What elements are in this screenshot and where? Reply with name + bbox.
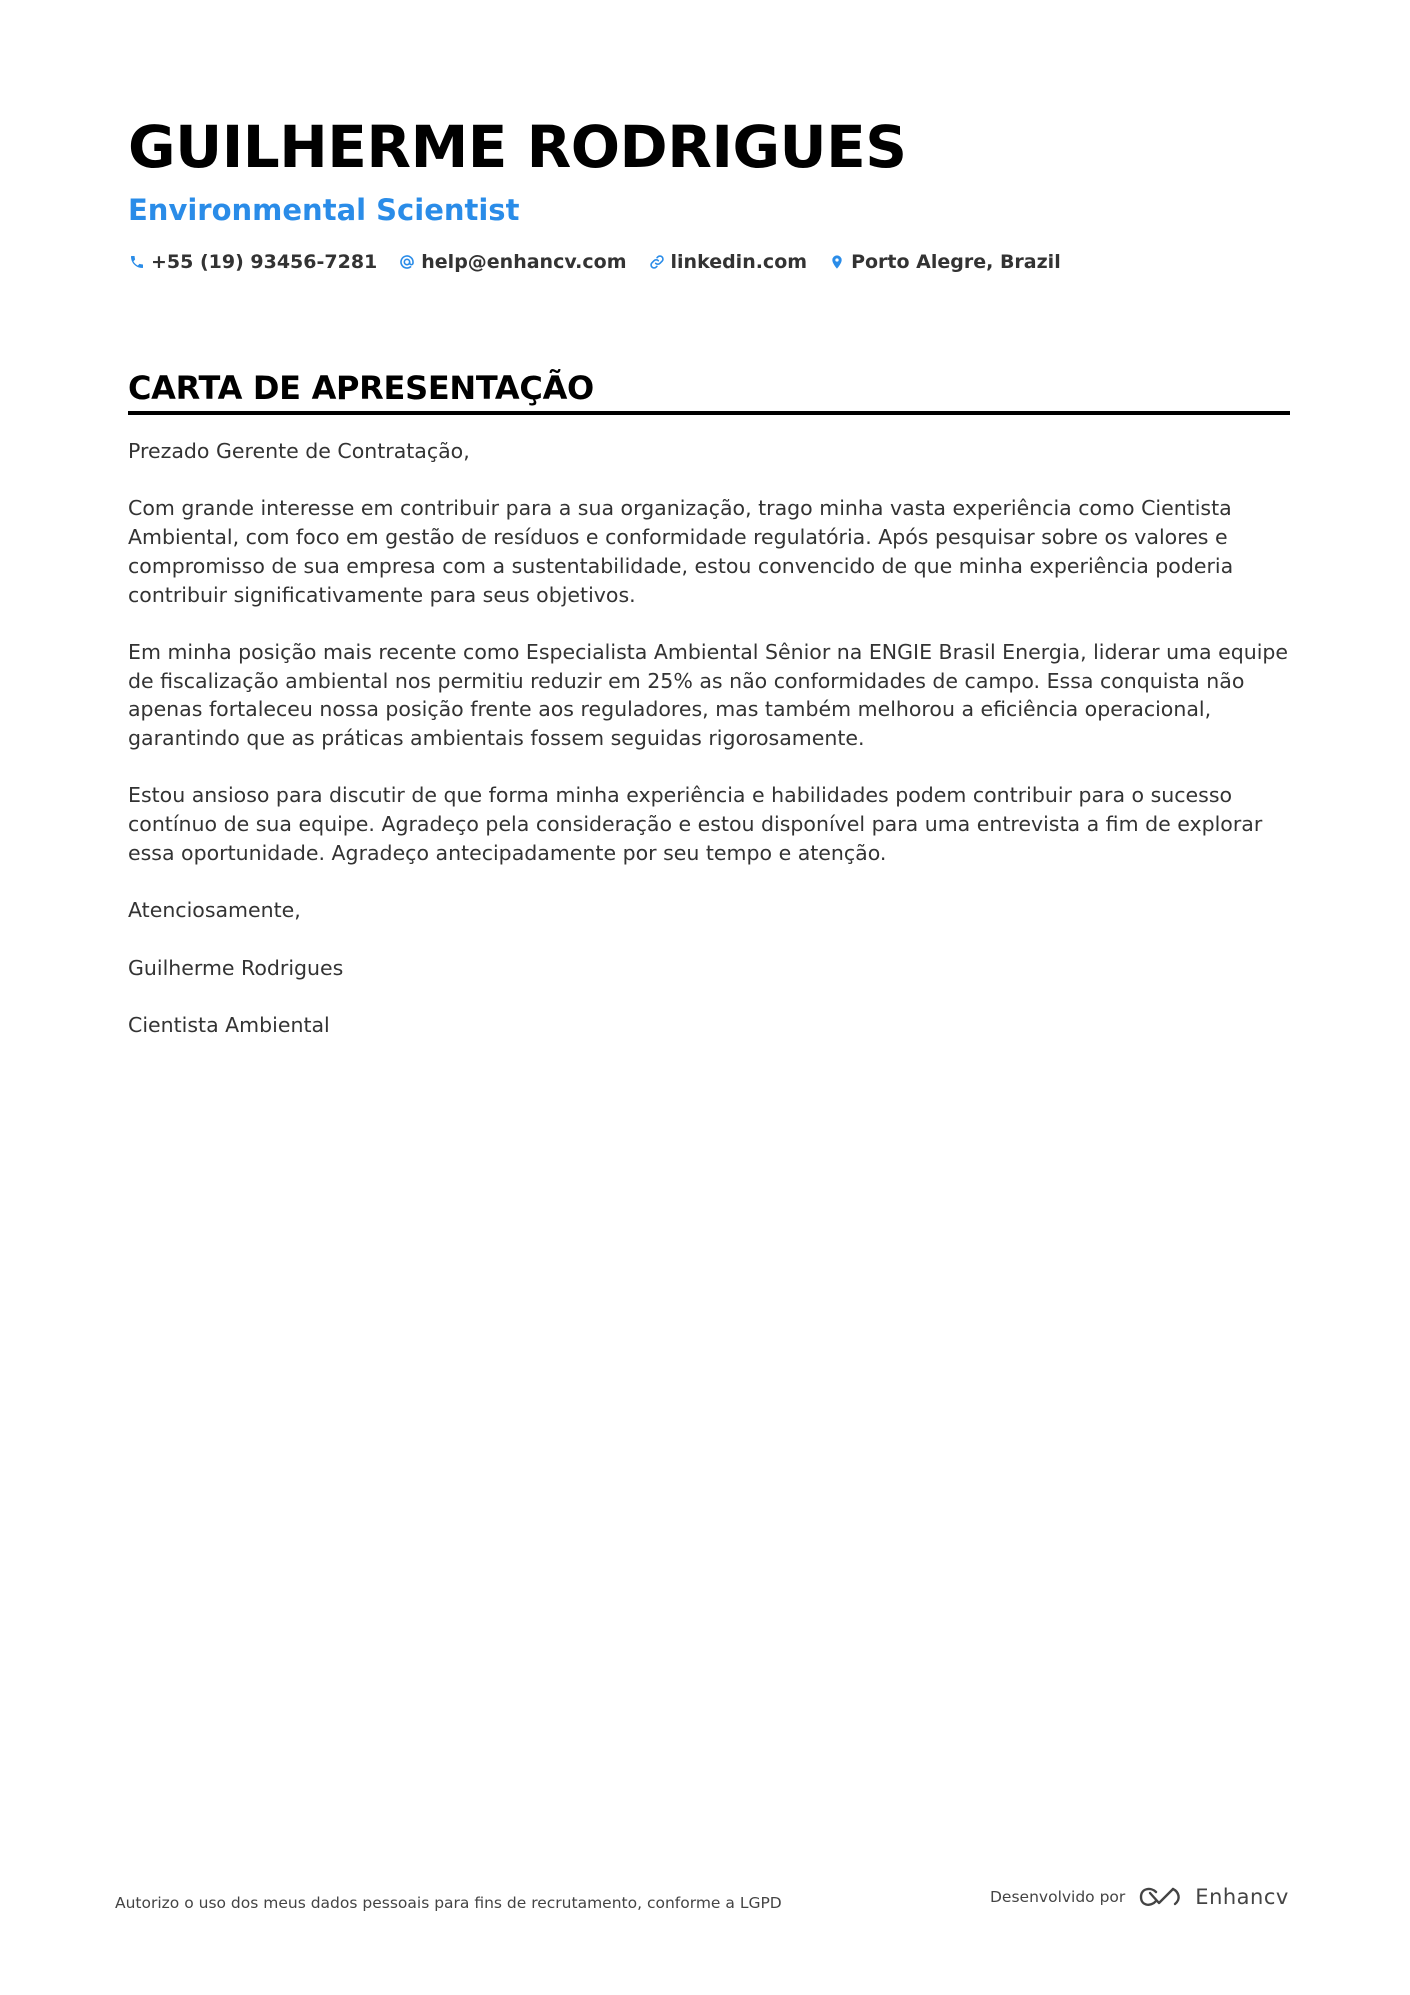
location-pin-icon	[828, 253, 846, 271]
header	[128, 112, 1290, 273]
job-title: Environmental Scientist	[128, 193, 520, 227]
contact-phone	[128, 251, 377, 273]
phone-icon	[128, 253, 146, 271]
phone-text: +55 (19) 93456-7281	[151, 251, 378, 273]
signature-name: Guilherme Rodrigues	[128, 955, 344, 980]
location-text: Porto Alegre, Brazil	[851, 251, 1061, 273]
brand-link[interactable]	[1137, 1884, 1289, 1910]
letter-salutation: Prezado Gerente de Contratação,	[128, 439, 470, 463]
powered-by	[990, 1884, 1289, 1910]
linkedin-text: linkedin.com	[670, 251, 808, 273]
letter-paragraph: Estou ansioso para discutir de que forma minha experiência e habilidades podem contribuir para o sucesso contínuo de sua equipe. Agradeço pela consideração e estou disponível para uma entrevista a fim de explorar essa oportunidade. Agradeço antecipadamente por seu tempo e atenção.	[128, 783, 1263, 865]
cover-letter-section	[128, 366, 1290, 1068]
contact-email[interactable]	[398, 251, 626, 273]
contact-info	[128, 251, 1290, 273]
candidate-name: GUILHERME RODRIGUES	[128, 113, 907, 181]
contact-linkedin[interactable]	[648, 251, 808, 273]
section-title: CARTA DE APRESENTAÇÃO	[128, 366, 1290, 415]
brand-name: Enhancv	[1195, 1885, 1289, 1909]
consent-note: Autorizo o uso dos meus dados pessoais para fins de recrutamento, conforme a LGPD	[115, 1894, 782, 1912]
email-text: help@enhancv.com	[421, 251, 627, 273]
powered-by-label: Desenvolvido por	[990, 1888, 1126, 1906]
contact-location	[828, 251, 1061, 273]
link-icon	[648, 253, 666, 271]
at-icon	[398, 253, 416, 271]
signature-title: Cientista Ambiental	[128, 1012, 330, 1037]
letter-body	[128, 437, 1290, 1040]
letter-paragraph: Em minha posição mais recente como Especialista Ambiental Sênior na ENGIE Brasil Energia, liderar uma equipe de fiscalização ambiental nos permitiu reduzir em 25% as não conformidades de campo. Essa conquista não apenas fortaleceu nossa posição frente aos reguladores, mas também melhorou a eficiência operacional, garantindo que as práticas ambientais fossem seguidas rigorosamente.	[128, 639, 1289, 750]
letter-paragraph: Com grande interesse em contribuir para a sua organização, trago minha vasta experiência como Cientista Ambiental, com foco em gestão de resíduos e conformidade regulatória. Após pesquisar sobre os valores e compromisso de sua empresa com a sustentabilidade, estou convencido de que minha experiência poderia contribuir significativamente para seus objetivos.	[128, 496, 1234, 607]
enhancv-logo-icon	[1137, 1884, 1185, 1910]
letter-closing: Atenciosamente,	[128, 898, 301, 923]
